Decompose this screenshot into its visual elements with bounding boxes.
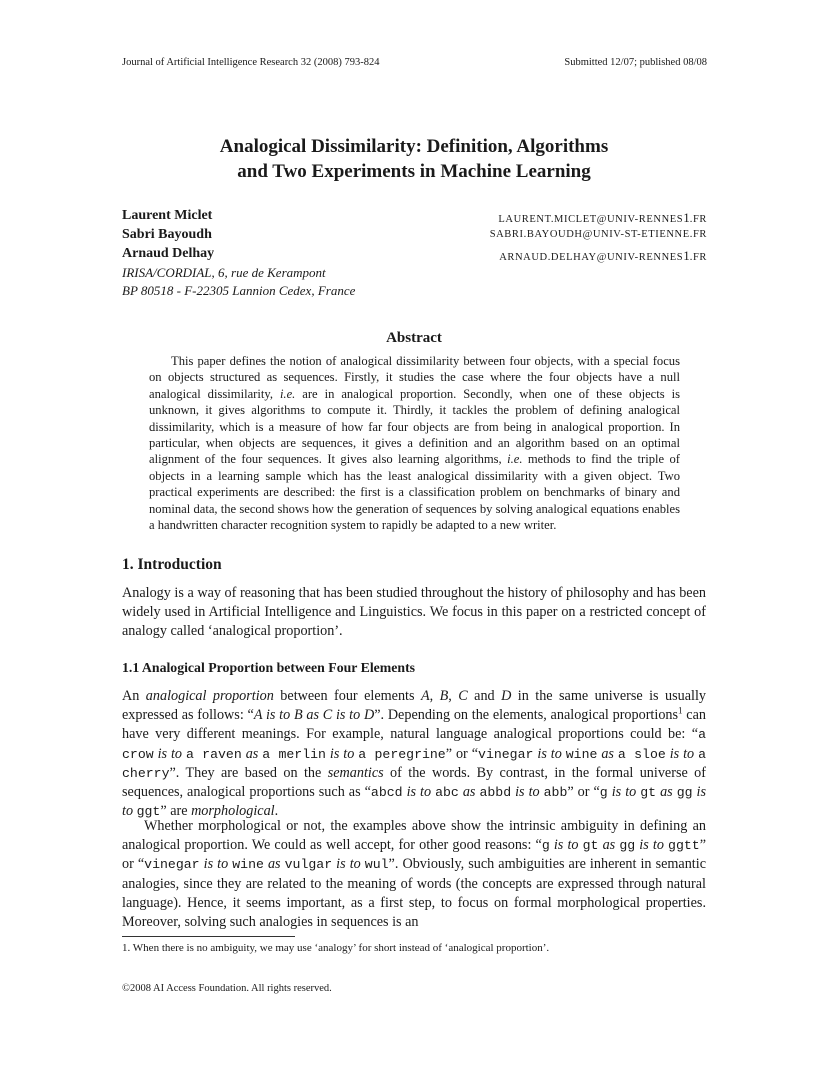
paper-title-line-1: Analogical Dissimilarity: Definition, Algorithms xyxy=(219,136,609,157)
author-email: ARNAUD.DELHAY@UNIV-RENNES1.FR xyxy=(499,248,707,263)
author-name: Arnaud Delhay xyxy=(122,246,215,261)
copyright-notice: ©2008 AI Access Foundation. All rights reserved. xyxy=(122,983,332,994)
intro-paragraph: Analogy is a way of reasoning that has been studied throughout the history of philosophy and has been widely used in Artificial Intelligence and Linguistics. We focus in this paper on a restricted concept of analogy called ‘analogical proportion’. xyxy=(122,585,706,640)
submission-dates: Submitted 12/07; published 08/08 xyxy=(564,57,707,68)
journal-header: Journal of Artificial Intelligence Research 32 (2008) 793-824 xyxy=(122,57,380,68)
footnote-marker[interactable]: 1 xyxy=(678,705,683,716)
author-email: LAURENT.MICLET@UNIV-RENNES1.FR xyxy=(498,210,707,225)
affiliation-line-2: BP 80518 - F-22305 Lannion Cedex, France xyxy=(122,283,356,298)
body-paragraph: Whether morphological or not, the examples above show the intrinsic ambiguity in defining an analogical proportion. We could as well accept, for other good reasons: “g is to gt as gg is to ggtt” or “vinegar is to wine as vulgar is to wul”. Obviously, such ambiguities are inherent in semantic analogies, since they are related to the meaning of words (the concepts are expressed through natural language). Hence, it seems important, as a first step, to focus on formal morphological properties. Moreover, solving such analogies in sequences is an xyxy=(122,818,707,931)
affiliation-line-1: IRISA/CORDIAL, 6, rue de Kerampont xyxy=(122,265,326,280)
subsection-heading: 1.1 Analogical Proportion between Four Elements xyxy=(122,660,416,675)
abstract-body: This paper defines the notion of analogical dissimilarity between four objects, with a special focus on objects structured as sequences. Firstly, it studies the case where the four objects have a null analogical dissimilarity, i.e. are in analogical proportion. Secondly, when one of these objects is unknown, it gives algorithms to compute it. Thirdly, it tackles the problem of defining analogical dissimilarity, which is a measure of how far four objects are from being in analogical proportion. In particular, when objects are sequences, it gives a definition and an algorithm based on an optimal alignment of the four sequences. It gives also learning algorithms, i.e. methods to find the triple of objects in a learning sample which has the least analogical dissimilarity with a given object. Two practical experiments are described: the first is a classification problem on benchmarks of binary and nominal data, the second shows how the generation of sequences by solving analogical equations enables a handwritten character recognition system to rapidly be adapted to a new writer. xyxy=(149,354,681,533)
copyright-symbol: © xyxy=(122,983,130,994)
footnote: 1. When there is no ambiguity, we may use ‘analogy’ for short instead of ‘analogical proportion’. xyxy=(122,942,550,954)
body-paragraph: An analogical proportion between four elements A, B, C and D in the same universe is usually expressed as follows: “A is to B as C is to D”. Depending on the elements, analogical proportions$^1$ can have very different meanings. For example, natural language analogical proportions could be: “a crow is to a raven as a merlin is to a peregrine” or “vinegar is to wine as a sloe is to a cherry”. They are based on the semantics of the words. By contrast, in the formal universe of sequences, analogical proportions such as “abcd is to abc as abbd is to abb” or “g is to gt as gg is to ggt” are morphological. xyxy=(122,688,707,820)
section-heading: 1. Introduction xyxy=(122,556,222,573)
abstract-heading: Abstract xyxy=(386,330,442,346)
author-email: SABRI.BAYOUDH@UNIV-ST-ETIENNE.FR xyxy=(489,229,707,240)
paper-title-line-2: and Two Experiments in Machine Learning xyxy=(237,161,591,182)
author-name: Laurent Miclet xyxy=(122,208,213,223)
author-name: Sabri Bayoudh xyxy=(122,227,212,242)
footnote-rule xyxy=(122,936,295,937)
